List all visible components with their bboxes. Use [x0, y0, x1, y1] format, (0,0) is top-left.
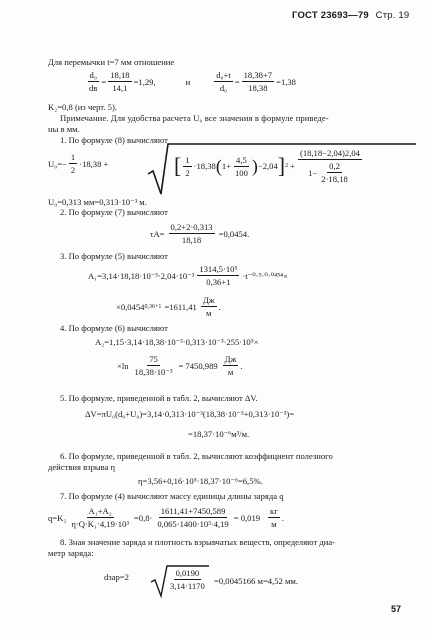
text-step-7: 7. По формуле (4) вычисляют массу единицы длины заряда q [60, 491, 284, 501]
frac-num: 75 [149, 354, 158, 364]
frac-num: 0,0190 [175, 568, 200, 578]
frac-den: 14,1 [112, 83, 128, 93]
frac-den: d₀ [219, 83, 228, 93]
frac-big [298, 148, 362, 184]
formula-eta: η=3,56+0,16·10⁵·18,37·10⁻⁶=6,5%. [138, 476, 263, 486]
frac-num: 18,18 [110, 70, 130, 80]
text-step-8-line2: метр заряда: [48, 548, 94, 558]
standard-number: ГОСТ 23693—79 [292, 10, 369, 21]
unit-j-per-m-2 [223, 354, 239, 377]
frac-values-2 [242, 70, 274, 93]
conjunction: и [185, 76, 191, 87]
formula-a1 [88, 264, 288, 287]
frac-num: Дж [202, 295, 215, 305]
frac-d-charge [168, 568, 207, 591]
tau-result: =0,0454. [218, 228, 250, 239]
text-step-5: 5. По формуле, приведенной в табл. 2, вычисляют ΔV. [60, 393, 258, 403]
page-label: Стр. 19 [375, 10, 410, 21]
frac-4-5-100 [233, 155, 250, 178]
page-number: 57 [391, 604, 402, 614]
text-note-line1: Примечание. Для удобства расчета U₀ все значения в формуле приведе- [60, 113, 329, 123]
frac-half [69, 152, 77, 175]
frac-d0-db [87, 70, 99, 93]
frac-den: 100 [234, 167, 248, 178]
frac-den: 2 [70, 165, 76, 175]
frac-num: Дж [224, 354, 237, 364]
formula-q [48, 506, 284, 529]
q-eq1: =0,8· [133, 512, 153, 523]
frac-d0t-d0 [214, 70, 233, 93]
frac-num: 1314,5·10⁵ [199, 264, 238, 274]
frac-tau [169, 222, 215, 245]
tau-lhs: τA= [150, 228, 165, 239]
formula-d-charge-result: =0,0045166 м=4,52 мм. [214, 576, 299, 586]
frac-den: 18,18 [181, 235, 202, 245]
frac-den: 0,065·1400·10³·4,19 [157, 519, 229, 529]
frac-a1 [197, 264, 239, 287]
text-jumper-ratio: Для перемычки t=7 мм отношение [48, 57, 175, 67]
formula-a2-line1: A₂=1,15·3,14·18,38·10⁻³·0,313·10⁻³·255·10⁵× [95, 337, 259, 347]
frac-num: 4,5 [236, 154, 247, 165]
a1-line2-base: ×0,0454 [116, 301, 145, 312]
den-one-minus: 1− [308, 167, 318, 178]
frac-den: η·Q·K₁·4,19·10³ [71, 519, 129, 529]
radicand-part: ·18,38 [193, 161, 216, 171]
frac-den: 2·18,18 [321, 174, 348, 184]
frac-den: dв [89, 83, 98, 93]
ln-label: ×ln [117, 360, 129, 371]
frac-num: 18,38+7 [243, 70, 273, 80]
frac-den-compound [306, 160, 354, 184]
frac-den: м [206, 308, 212, 318]
text-step-3: 3. По формуле (5) вычисляют [60, 251, 168, 261]
text-step-4: 4. По формуле (6) вычисляют [60, 323, 168, 333]
frac-den: 18,38 [248, 83, 268, 93]
frac-num: 0,2+2·0,313 [170, 222, 213, 232]
frac-den: 3,14·1170 [170, 581, 205, 591]
frac-den: 18,38·10⁻³ [134, 367, 173, 377]
frac-half-inner [183, 155, 191, 178]
u0-lhs: U₀=− [48, 158, 67, 169]
frac-num: 1 [70, 152, 76, 162]
equals-sign: = [101, 76, 107, 87]
ratio-result: =1,29, [133, 76, 156, 87]
q-lhs: q=K₂ [48, 512, 67, 523]
frac-num: d₀ [89, 70, 97, 80]
frac-num: 1 [185, 154, 190, 165]
frac-num: кг [270, 506, 278, 516]
frac-num: (18,18−2,04)2,04 [299, 148, 360, 158]
text-step-1: 1. По формуле (8) вычисляют [60, 135, 168, 145]
frac-den: 2 [185, 167, 190, 178]
unit-j-per-m [201, 295, 217, 318]
text-step-2: 2. По формуле (7) вычисляют [60, 207, 168, 217]
formula-d-charge-radicand [166, 568, 209, 591]
equals-sign: = [234, 76, 240, 87]
text-k2: K₂=0,8 (из черт. 5). [48, 102, 117, 112]
a1-result: =1611,41 [164, 301, 197, 312]
plus-sign: + [290, 161, 295, 171]
text-u0-value: U₀=0,313 мм=0,313·10⁻³ м. [48, 197, 147, 207]
frac-q [69, 506, 131, 529]
u0-part1: ·18,38 + [79, 158, 109, 169]
dcharge-lhs: dзар=2 [104, 572, 129, 582]
frac-values [108, 70, 131, 93]
formula-u0 [48, 152, 108, 175]
a1-tail: ·t⁻⁰·⁹·⁰·⁰⁴⁵⁴× [242, 270, 288, 281]
radicand-tail: −2,04 [257, 161, 278, 171]
formula-dv-line2: =18,37·10⁻⁶м³/м. [188, 429, 250, 439]
formula-dv-line1: ΔV=πU₀(d₀+U₀)=3,14·0,313·10⁻³(18,38·10⁻³+0,313·10⁻³)= [85, 409, 295, 419]
frac-num: d₀+t [216, 70, 231, 80]
frac-a2 [133, 354, 175, 377]
frac-den: м [271, 519, 277, 529]
frac-den: м [227, 367, 234, 377]
frac-small [319, 161, 350, 184]
formula-tau [150, 222, 249, 245]
formula-a2-line2: ×ln $\frac{75}{\text{18,38·10⁻³}}$ = 7450,989 $\frac{Дж}{м}$ . [117, 354, 243, 377]
unit-kg-per-m [268, 506, 280, 529]
a2-result: = 7450,989 [178, 360, 218, 371]
q-result: = 0,019 [233, 512, 261, 523]
frac-num: 0,2 [329, 161, 340, 171]
text-step-8-line1: 8. Зная значение заряда и плотность взрывчатых веществ, определяют диа- [60, 537, 336, 547]
a1-lhs: A₁=3,14·18,18·10⁻³·2,04·10⁻³ [88, 270, 195, 281]
q-end: . [281, 512, 284, 523]
formula-ratio [85, 70, 296, 93]
text-step-6-line1: 6. По формуле, приведенной в табл. 2, вычисляют коэффициент полезного [60, 451, 333, 461]
frac-q-values [155, 506, 230, 529]
formula-u0-radicand: [ $\frac{1}{2}$ ·18,38 ( 1+ $\frac{4,5}{100}$ ) −2,04 ] 2 + (18,18−2,04)2,04 1− $\frac{0,2}{2\cdot 18,18}$ [174, 148, 360, 184]
frac-num: A₁+A₂ [88, 506, 112, 516]
ratio-result-2: =1,38 [276, 76, 296, 87]
text-step-6-line2: действия взрыва η [48, 462, 116, 472]
text-note-line2: ны в мм. [48, 124, 80, 134]
formula-d-charge [104, 572, 129, 582]
header-standard [292, 10, 409, 21]
frac-num: 1611,41+7450,589 [160, 506, 226, 516]
frac-den: 0,36+1 [206, 277, 231, 287]
formula-a1-line2: ×0,0454 0,36+1 =1611,41 $\frac{Дж}{м}$ . [116, 295, 221, 318]
